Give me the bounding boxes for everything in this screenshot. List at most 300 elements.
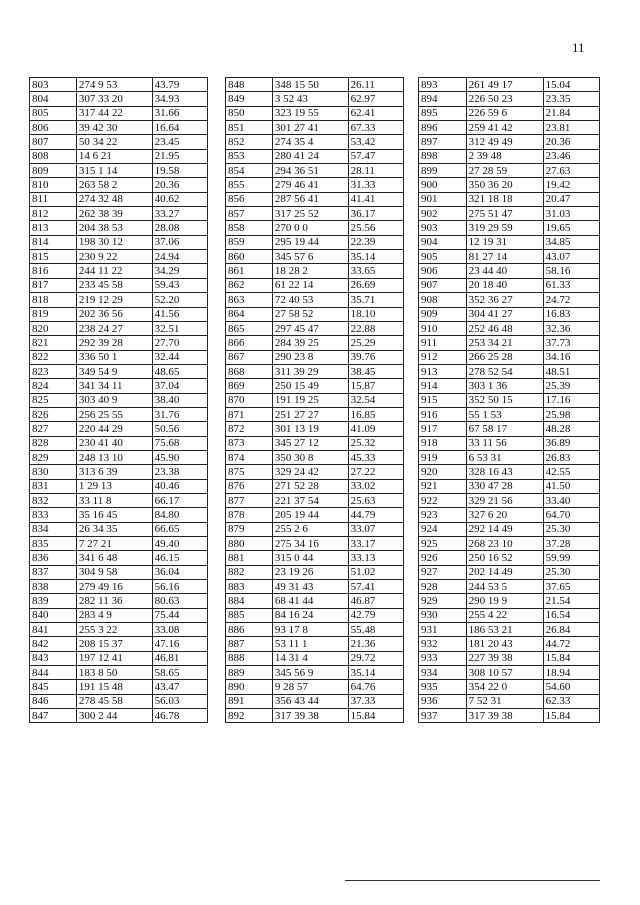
direction-angle-cell: 301 13 19: [272, 422, 348, 436]
direction-angle-cell: 263 58 2: [76, 178, 152, 192]
table-row: [30, 680, 208, 694]
distance-cell: 56.03: [152, 694, 207, 708]
point-number-cell: 857: [226, 207, 273, 221]
point-number-cell: 842: [30, 637, 77, 651]
direction-angle-cell: 49 31 43: [272, 580, 348, 594]
point-number-cell: 916: [419, 407, 467, 421]
distance-cell: 37.65: [543, 580, 599, 594]
distance-cell: 41.56: [152, 307, 207, 321]
point-number-cell: 921: [419, 479, 467, 493]
direction-angle-cell: 226 50 23: [466, 92, 543, 106]
direction-angle-cell: 292 14 49: [466, 522, 543, 536]
point-number-cell: 844: [30, 666, 77, 680]
direction-angle-cell: 230 9 22: [76, 250, 152, 264]
distance-cell: 23.46: [543, 149, 599, 163]
point-number-cell: 819: [30, 307, 77, 321]
direction-angle-cell: 274 9 53: [76, 78, 152, 92]
direction-angle-cell: 313 6 39: [76, 465, 152, 479]
point-number-cell: 806: [30, 121, 77, 135]
point-number-cell: 835: [30, 537, 77, 551]
table: [418, 77, 600, 723]
distance-cell: 49.40: [152, 537, 207, 551]
point-number-cell: 833: [30, 508, 77, 522]
distance-cell: 59.43: [152, 278, 207, 292]
distance-cell: 15.87: [348, 379, 403, 393]
table-row: [30, 551, 208, 565]
distance-cell: 42.79: [348, 608, 403, 622]
direction-angle-cell: 220 44 29: [76, 422, 152, 436]
table-row: [30, 235, 208, 249]
point-number-cell: 868: [226, 364, 273, 378]
table-row: [30, 92, 208, 106]
point-number-cell: 872: [226, 422, 273, 436]
distance-cell: 46.81: [152, 651, 207, 665]
point-number-cell: 828: [30, 436, 77, 450]
distance-cell: 47.16: [152, 637, 207, 651]
distance-cell: 52.20: [152, 293, 207, 307]
point-number-cell: 870: [226, 393, 273, 407]
direction-angle-cell: 317 39 38: [272, 709, 348, 723]
direction-angle-cell: 345 56 9: [272, 666, 348, 680]
table-row: [30, 278, 208, 292]
distance-cell: 32.54: [348, 393, 403, 407]
point-number-cell: 860: [226, 250, 273, 264]
table-row: [30, 522, 208, 536]
direction-angle-cell: 227 39 38: [466, 651, 543, 665]
table-group-3: [418, 77, 600, 813]
point-number-cell: 888: [226, 651, 273, 665]
direction-angle-cell: 290 23 8: [272, 350, 348, 364]
table-row: [30, 594, 208, 608]
direction-angle-cell: 9 28 57: [272, 680, 348, 694]
distance-cell: 40.62: [152, 192, 207, 206]
distance-cell: 31.33: [348, 178, 403, 192]
table-row: [226, 364, 404, 378]
distance-cell: 28.11: [348, 164, 403, 178]
point-number-cell: 803: [30, 78, 77, 92]
distance-cell: 59.99: [543, 551, 599, 565]
direction-angle-cell: 349 54 9: [76, 364, 152, 378]
table-row: [226, 78, 404, 92]
point-number-cell: 922: [419, 493, 467, 507]
table-row: [226, 121, 404, 135]
direction-angle-cell: 297 45 47: [272, 321, 348, 335]
point-number-cell: 930: [419, 608, 467, 622]
direction-angle-cell: 53 11 1: [272, 637, 348, 651]
direction-angle-cell: 292 39 28: [76, 336, 152, 350]
distance-cell: 21.54: [543, 594, 599, 608]
table-row: [419, 680, 600, 694]
table-row: [419, 465, 600, 479]
direction-angle-cell: 341 6 48: [76, 551, 152, 565]
direction-angle-cell: 317 39 38: [466, 709, 543, 723]
table-row: [419, 293, 600, 307]
direction-angle-cell: 307 33 20: [76, 92, 152, 106]
direction-angle-cell: 329 21 56: [466, 493, 543, 507]
table-row: [419, 508, 600, 522]
table-row: [30, 694, 208, 708]
distance-cell: 25.29: [348, 336, 403, 350]
distance-cell: 48.28: [543, 422, 599, 436]
point-number-cell: 899: [419, 164, 467, 178]
table-row: [226, 450, 404, 464]
table-row: [419, 207, 600, 221]
table-row: [226, 264, 404, 278]
distance-cell: 46.78: [152, 709, 207, 723]
point-number-cell: 871: [226, 407, 273, 421]
distance-cell: 57.41: [348, 580, 403, 594]
point-number-cell: 882: [226, 565, 273, 579]
distance-cell: 27.70: [152, 336, 207, 350]
table-row: [226, 379, 404, 393]
point-number-cell: 846: [30, 694, 77, 708]
table-row: [30, 192, 208, 206]
distance-cell: 35.14: [348, 250, 403, 264]
distance-cell: 25.63: [348, 493, 403, 507]
point-number-cell: 928: [419, 580, 467, 594]
point-number-cell: 911: [419, 336, 467, 350]
distance-cell: 46.15: [152, 551, 207, 565]
direction-angle-cell: 255 3 22: [76, 623, 152, 637]
direction-angle-cell: 319 29 59: [466, 221, 543, 235]
table-row: [419, 651, 600, 665]
point-number-cell: 936: [419, 694, 467, 708]
distance-cell: 33.17: [348, 537, 403, 551]
table-row: [419, 106, 600, 120]
distance-cell: 34.93: [152, 92, 207, 106]
direction-angle-cell: 20 18 40: [466, 278, 543, 292]
distance-cell: 43.07: [543, 250, 599, 264]
table-row: [419, 92, 600, 106]
direction-angle-cell: 204 38 53: [76, 221, 152, 235]
distance-cell: 19.58: [152, 164, 207, 178]
table-row: [226, 350, 404, 364]
distance-cell: 45.33: [348, 450, 403, 464]
table-row: [419, 121, 600, 135]
distance-cell: 21.84: [543, 106, 599, 120]
direction-angle-cell: 315 0 44: [272, 551, 348, 565]
distance-cell: 34.85: [543, 235, 599, 249]
table-row: [226, 106, 404, 120]
direction-angle-cell: 248 13 10: [76, 450, 152, 464]
direction-angle-cell: 253 34 21: [466, 336, 543, 350]
direction-angle-cell: 280 41 24: [272, 149, 348, 163]
point-number-cell: 932: [419, 637, 467, 651]
point-number-cell: 879: [226, 522, 273, 536]
point-number-cell: 837: [30, 565, 77, 579]
distance-cell: 39.76: [348, 350, 403, 364]
table-row: [419, 135, 600, 149]
table-row: [226, 135, 404, 149]
distance-cell: 58.65: [152, 666, 207, 680]
table-row: [30, 164, 208, 178]
point-number-cell: 897: [419, 135, 467, 149]
point-number-cell: 867: [226, 350, 273, 364]
point-number-cell: 910: [419, 321, 467, 335]
direction-angle-cell: 290 19 9: [466, 594, 543, 608]
direction-angle-cell: 18 28 2: [272, 264, 348, 278]
direction-angle-cell: 12 19 31: [466, 235, 543, 249]
direction-angle-cell: 352 36 27: [466, 293, 543, 307]
point-number-cell: 866: [226, 336, 273, 350]
distance-cell: 75.68: [152, 436, 207, 450]
table-row: [419, 479, 600, 493]
distance-cell: 15.84: [543, 651, 599, 665]
direction-angle-cell: 274 35 4: [272, 135, 348, 149]
distance-cell: 18.94: [543, 666, 599, 680]
distance-cell: 42.55: [543, 465, 599, 479]
distance-cell: 20.36: [152, 178, 207, 192]
distance-cell: 40.46: [152, 479, 207, 493]
table-row: [30, 307, 208, 321]
direction-angle-cell: 205 19 44: [272, 508, 348, 522]
distance-cell: 32.36: [543, 321, 599, 335]
table-row: [419, 709, 600, 723]
point-number-cell: 927: [419, 565, 467, 579]
direction-angle-cell: 341 34 11: [76, 379, 152, 393]
distance-cell: 33.08: [152, 623, 207, 637]
distance-cell: 37.73: [543, 336, 599, 350]
table-row: [226, 493, 404, 507]
point-number-cell: 906: [419, 264, 467, 278]
distance-cell: 50.56: [152, 422, 207, 436]
direction-angle-cell: 1 29 13: [76, 479, 152, 493]
table-row: [419, 264, 600, 278]
distance-cell: 48.65: [152, 364, 207, 378]
table-row: [226, 551, 404, 565]
direction-angle-cell: 278 52 54: [466, 364, 543, 378]
direction-angle-cell: 191 15 48: [76, 680, 152, 694]
point-number-cell: 900: [419, 178, 467, 192]
direction-angle-cell: 198 30 12: [76, 235, 152, 249]
distance-cell: 34.29: [152, 264, 207, 278]
point-number-cell: 862: [226, 278, 273, 292]
distance-cell: 25.98: [543, 407, 599, 421]
direction-angle-cell: 329 24 42: [272, 465, 348, 479]
table-row: [30, 293, 208, 307]
direction-angle-cell: 278 45 58: [76, 694, 152, 708]
direction-angle-cell: 84 16 24: [272, 608, 348, 622]
point-number-cell: 852: [226, 135, 273, 149]
direction-angle-cell: 33 11 8: [76, 493, 152, 507]
point-number-cell: 918: [419, 436, 467, 450]
direction-angle-cell: 233 45 58: [76, 278, 152, 292]
table-row: [30, 608, 208, 622]
distance-cell: 38.40: [152, 393, 207, 407]
direction-angle-cell: 345 57 6: [272, 250, 348, 264]
direction-angle-cell: 268 23 10: [466, 537, 543, 551]
direction-angle-cell: 330 47 28: [466, 479, 543, 493]
point-number-cell: 920: [419, 465, 467, 479]
table-row: [30, 651, 208, 665]
distance-cell: 56.16: [152, 580, 207, 594]
table-row: [226, 508, 404, 522]
table-row: [226, 393, 404, 407]
point-number-cell: 824: [30, 379, 77, 393]
direction-angle-cell: 304 41 27: [466, 307, 543, 321]
table-row: [419, 594, 600, 608]
distance-cell: 38.45: [348, 364, 403, 378]
point-number-cell: 838: [30, 580, 77, 594]
point-number-cell: 926: [419, 551, 467, 565]
distance-cell: 51.02: [348, 565, 403, 579]
direction-angle-cell: 345 27 12: [272, 436, 348, 450]
distance-cell: 17.16: [543, 393, 599, 407]
distance-cell: 36.04: [152, 565, 207, 579]
point-number-cell: 905: [419, 250, 467, 264]
distance-cell: 33.40: [543, 493, 599, 507]
point-number-cell: 935: [419, 680, 467, 694]
table-row: [226, 235, 404, 249]
point-number-cell: 817: [30, 278, 77, 292]
table-row: [30, 106, 208, 120]
distance-cell: 41.09: [348, 422, 403, 436]
distance-cell: 37.33: [348, 694, 403, 708]
direction-angle-cell: 283 4 9: [76, 608, 152, 622]
point-number-cell: 816: [30, 264, 77, 278]
direction-angle-cell: 350 36 20: [466, 178, 543, 192]
direction-angle-cell: 352 50 15: [466, 393, 543, 407]
point-number-cell: 896: [419, 121, 467, 135]
table-row: [226, 422, 404, 436]
table-row: [226, 149, 404, 163]
direction-angle-cell: 317 44 22: [76, 106, 152, 120]
direction-angle-cell: 255 4 22: [466, 608, 543, 622]
point-number-cell: 822: [30, 350, 77, 364]
table-row: [419, 422, 600, 436]
point-number-cell: 909: [419, 307, 467, 321]
point-number-cell: 841: [30, 623, 77, 637]
distance-cell: 23.45: [152, 135, 207, 149]
table-row: [226, 436, 404, 450]
direction-angle-cell: 311 39 29: [272, 364, 348, 378]
table-row: [419, 78, 600, 92]
point-number-cell: 840: [30, 608, 77, 622]
direction-angle-cell: 27 58 52: [272, 307, 348, 321]
distance-cell: 75.44: [152, 608, 207, 622]
direction-angle-cell: 284 39 25: [272, 336, 348, 350]
direction-angle-cell: 23 44 40: [466, 264, 543, 278]
distance-cell: 41.41: [348, 192, 403, 206]
table-row: [226, 537, 404, 551]
distance-cell: 22.88: [348, 321, 403, 335]
point-number-cell: 809: [30, 164, 77, 178]
table-row: [226, 694, 404, 708]
point-number-cell: 864: [226, 307, 273, 321]
direction-angle-cell: 308 10 57: [466, 666, 543, 680]
direction-angle-cell: 202 36 56: [76, 307, 152, 321]
direction-angle-cell: 275 34 16: [272, 537, 348, 551]
point-number-cell: 850: [226, 106, 273, 120]
direction-angle-cell: 304 9 58: [76, 565, 152, 579]
direction-angle-cell: 93 17 8: [272, 623, 348, 637]
distance-cell: 44.72: [543, 637, 599, 651]
table: [225, 77, 404, 723]
distance-cell: 46.87: [348, 594, 403, 608]
direction-angle-cell: 186 53 21: [466, 623, 543, 637]
distance-cell: 16.85: [348, 407, 403, 421]
point-number-cell: 901: [419, 192, 467, 206]
distance-cell: 28.08: [152, 221, 207, 235]
table-row: [226, 651, 404, 665]
table-row: [226, 293, 404, 307]
direction-angle-cell: 282 11 36: [76, 594, 152, 608]
table-row: [30, 135, 208, 149]
distance-cell: 66.17: [152, 493, 207, 507]
point-number-cell: 934: [419, 666, 467, 680]
point-number-cell: 883: [226, 580, 273, 594]
distance-cell: 36.89: [543, 436, 599, 450]
distance-cell: 24.72: [543, 293, 599, 307]
table-row: [30, 565, 208, 579]
table-row: [30, 321, 208, 335]
direction-angle-cell: 6 53 31: [466, 450, 543, 464]
direction-angle-cell: 250 15 49: [272, 379, 348, 393]
direction-angle-cell: 26 34 35: [76, 522, 152, 536]
distance-cell: 44.79: [348, 508, 403, 522]
direction-angle-cell: 256 25 55: [76, 407, 152, 421]
distance-cell: 55.48: [348, 623, 403, 637]
table-row: [419, 522, 600, 536]
table-row: [226, 594, 404, 608]
point-number-cell: 877: [226, 493, 273, 507]
point-number-cell: 893: [419, 78, 467, 92]
table-row: [226, 666, 404, 680]
point-number-cell: 814: [30, 235, 77, 249]
direction-angle-cell: 251 27 27: [272, 407, 348, 421]
point-number-cell: 924: [419, 522, 467, 536]
direction-angle-cell: 61 22 14: [272, 278, 348, 292]
table-row: [30, 666, 208, 680]
direction-angle-cell: 2 39 48: [466, 149, 543, 163]
table-row: [419, 336, 600, 350]
table-row: [419, 235, 600, 249]
distance-cell: 54.60: [543, 680, 599, 694]
distance-cell: 21.36: [348, 637, 403, 651]
point-number-cell: 849: [226, 92, 273, 106]
direction-angle-cell: 67 58 17: [466, 422, 543, 436]
table-row: [419, 393, 600, 407]
direction-angle-cell: 14 6 21: [76, 149, 152, 163]
point-number-cell: 931: [419, 623, 467, 637]
direction-angle-cell: 35 16 45: [76, 508, 152, 522]
point-number-cell: 878: [226, 508, 273, 522]
direction-angle-cell: 303 40 9: [76, 393, 152, 407]
point-number-cell: 923: [419, 508, 467, 522]
point-number-cell: 843: [30, 651, 77, 665]
point-number-cell: 915: [419, 393, 467, 407]
point-number-cell: 904: [419, 235, 467, 249]
direction-angle-cell: 221 37 54: [272, 493, 348, 507]
direction-angle-cell: 321 18 18: [466, 192, 543, 206]
direction-angle-cell: 14 31 4: [272, 651, 348, 665]
point-number-cell: 907: [419, 278, 467, 292]
table-row: [30, 393, 208, 407]
distance-cell: 20.47: [543, 192, 599, 206]
direction-angle-cell: 208 15 37: [76, 637, 152, 651]
table-row: [30, 637, 208, 651]
table-row: [419, 321, 600, 335]
distance-cell: 37.06: [152, 235, 207, 249]
table-row: [226, 465, 404, 479]
table-row: [30, 465, 208, 479]
point-number-cell: 895: [419, 106, 467, 120]
direction-angle-cell: 323 19 55: [272, 106, 348, 120]
distance-cell: 31.03: [543, 207, 599, 221]
table-row: [226, 336, 404, 350]
point-number-cell: 856: [226, 192, 273, 206]
point-number-cell: 875: [226, 465, 273, 479]
